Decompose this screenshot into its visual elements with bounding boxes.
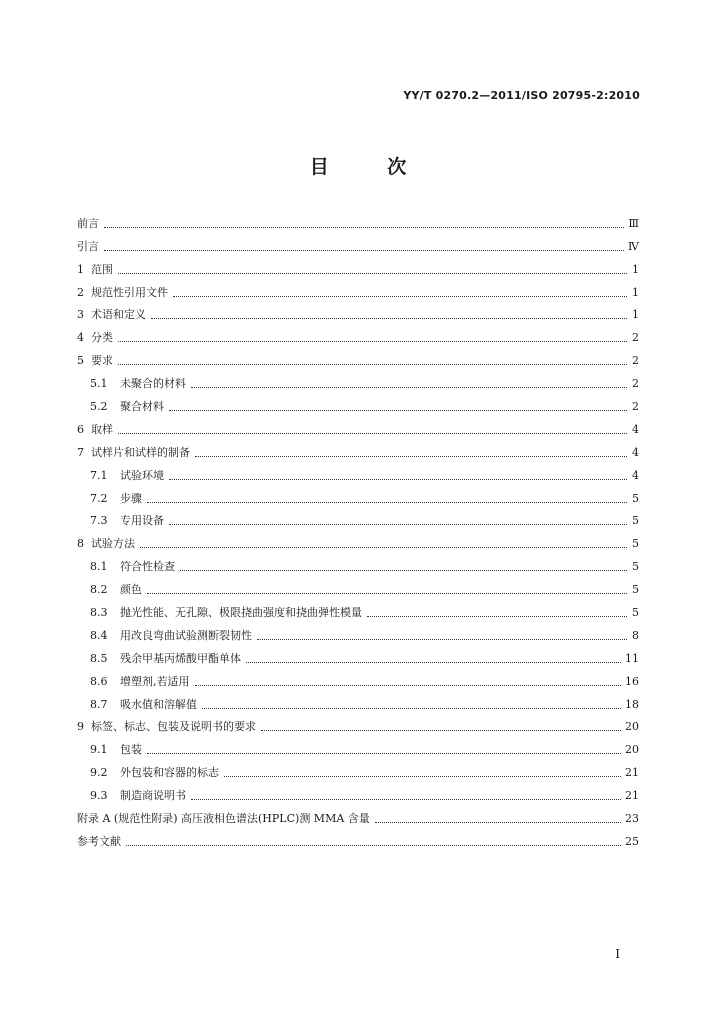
toc-entry-title: 未聚合的材料 — [120, 377, 186, 391]
toc-entry-title: 增塑剂,若适用 — [120, 674, 190, 688]
toc-entry-title: 前言 — [77, 216, 99, 230]
toc-entry[interactable] — [77, 345, 639, 368]
dot-leader — [180, 569, 627, 571]
toc-entry-page: 4 — [632, 468, 639, 482]
toc-entry-number: 9.2 — [90, 766, 108, 780]
toc-entry-title: 分类 — [91, 331, 113, 345]
toc-entry-number: 1 — [77, 262, 84, 276]
toc-entry-number: 8.6 — [90, 674, 108, 688]
toc-entry-page: 5 — [632, 560, 639, 574]
toc-entry-page: 5 — [632, 514, 639, 528]
page-title: 目 次 — [309, 156, 433, 178]
dot-leader — [118, 272, 627, 274]
dot-leader — [147, 501, 627, 503]
toc-entry-number: 8.2 — [90, 583, 108, 597]
toc-entry-page: 11 — [625, 651, 639, 665]
table-of-contents — [77, 208, 639, 849]
dot-leader — [195, 455, 627, 457]
toc-entry-title: 要求 — [91, 354, 113, 368]
toc-entry-title: 引言 — [77, 239, 99, 253]
toc-entry-page: 4 — [632, 422, 639, 436]
toc-entry[interactable] — [77, 597, 639, 620]
dot-leader — [257, 638, 627, 640]
toc-entry-title: 试验环境 — [120, 468, 164, 482]
toc-entry-number: 6 — [77, 422, 84, 436]
dot-leader — [191, 798, 621, 800]
toc-entry-number: 8.5 — [90, 651, 108, 665]
toc-entry-page: 4 — [632, 445, 639, 459]
toc-entry-page: 18 — [625, 697, 639, 711]
toc-entry[interactable] — [77, 208, 639, 231]
toc-entry[interactable] — [77, 643, 639, 666]
toc-entry[interactable] — [77, 277, 639, 300]
toc-entry[interactable] — [77, 757, 639, 780]
dot-leader — [202, 707, 621, 709]
dot-leader — [195, 684, 622, 686]
toc-entry-title: 试验方法 — [91, 537, 135, 551]
toc-entry-page: 20 — [625, 720, 639, 734]
toc-entry[interactable] — [77, 414, 639, 437]
toc-entry-page: 21 — [625, 766, 639, 780]
toc-entry-title: 符合性检查 — [120, 560, 175, 574]
toc-entry-number: 5.2 — [90, 400, 108, 414]
toc-entry[interactable] — [77, 506, 639, 529]
toc-entry-title: 取样 — [91, 422, 113, 436]
toc-entry-number: 8.4 — [90, 628, 108, 642]
toc-entry-number: 9 — [77, 720, 84, 734]
toc-entry-page: 8 — [632, 628, 639, 642]
dot-leader — [367, 615, 627, 617]
toc-entry-page: 23 — [625, 812, 639, 826]
toc-entry-number: 9.3 — [90, 789, 108, 803]
toc-entry-page: 5 — [632, 606, 639, 620]
toc-entry-number: 2 — [77, 285, 84, 299]
toc-entry[interactable] — [77, 528, 639, 551]
toc-entry-page: 2 — [632, 354, 639, 368]
standard-code: YY/T 0270.2—2011/ISO 20795-2:2010 — [403, 89, 640, 102]
toc-entry[interactable] — [77, 368, 639, 391]
toc-entry-page: 5 — [632, 537, 639, 551]
toc-entry-number: 4 — [77, 331, 84, 345]
toc-entry-title: 试样片和试样的制备 — [91, 445, 190, 459]
toc-entry-number: 7 — [77, 445, 84, 459]
toc-entry-title: 制造商说明书 — [120, 789, 186, 803]
toc-entry-page: 25 — [625, 834, 639, 848]
dot-leader — [147, 752, 621, 754]
toc-entry[interactable] — [77, 322, 639, 345]
toc-entry-number: 5.1 — [90, 377, 108, 391]
dot-leader — [104, 249, 624, 251]
toc-entry-page: 2 — [632, 400, 639, 414]
dot-leader — [191, 386, 627, 388]
toc-entry[interactable] — [77, 300, 639, 323]
toc-entry[interactable] — [77, 666, 639, 689]
toc-entry-page: 2 — [632, 331, 639, 345]
toc-entry-page: 20 — [625, 743, 639, 757]
dot-leader — [118, 340, 627, 342]
dot-leader — [375, 821, 621, 823]
toc-entry-page: 1 — [632, 308, 639, 322]
toc-entry[interactable] — [77, 231, 639, 254]
toc-entry[interactable] — [77, 574, 639, 597]
toc-entry[interactable] — [77, 712, 639, 735]
toc-entry-number: 7.1 — [90, 468, 108, 482]
toc-entry-title: 抛光性能、无孔隙、极限挠曲强度和挠曲弹性模量 — [120, 606, 362, 620]
toc-entry[interactable] — [77, 803, 639, 826]
toc-entry-page: 5 — [632, 491, 639, 505]
toc-entry[interactable] — [77, 620, 639, 643]
toc-entry-title: 残余甲基丙烯酸甲酯单体 — [120, 651, 241, 665]
toc-entry-title: 参考文献 — [77, 834, 121, 848]
toc-entry-title: 术语和定义 — [91, 308, 146, 322]
toc-entry-title: 颜色 — [120, 583, 142, 597]
toc-entry-page: Ⅳ — [628, 239, 639, 253]
toc-entry-page: 21 — [625, 789, 639, 803]
dot-leader — [118, 363, 627, 365]
toc-entry[interactable] — [77, 460, 639, 483]
dot-leader — [246, 661, 621, 663]
toc-entry-number: 8 — [77, 537, 84, 551]
dot-leader — [169, 478, 627, 480]
dot-leader — [104, 226, 624, 228]
toc-entry-page: 1 — [632, 262, 639, 276]
dot-leader — [261, 729, 621, 731]
toc-entry[interactable] — [77, 254, 639, 277]
toc-entry-title: 附录 A (规范性附录) 高压液相色谱法(HPLC)测 MMA 含量 — [77, 812, 370, 826]
toc-entry-number: 7.3 — [90, 514, 108, 528]
dot-leader — [224, 775, 621, 777]
toc-entry-number: 7.2 — [90, 491, 108, 505]
dot-leader — [126, 844, 621, 846]
toc-entry-number: 8.3 — [90, 606, 108, 620]
dot-leader — [147, 592, 627, 594]
toc-entry-title: 范围 — [91, 262, 113, 276]
toc-entry-page: 16 — [625, 674, 639, 688]
toc-entry[interactable] — [77, 689, 639, 712]
dot-leader — [151, 317, 627, 319]
toc-entry-page: Ⅲ — [628, 216, 639, 230]
toc-entry-title: 标签、标志、包装及说明书的要求 — [91, 720, 256, 734]
toc-entry-number: 9.1 — [90, 743, 108, 757]
toc-entry-title: 包装 — [120, 743, 142, 757]
toc-entry-number: 8.1 — [90, 560, 108, 574]
toc-entry[interactable] — [77, 437, 639, 460]
dot-leader — [169, 409, 627, 411]
toc-entry-title: 外包装和容器的标志 — [120, 766, 219, 780]
toc-entry-title: 吸水值和溶解值 — [120, 697, 197, 711]
toc-entry[interactable] — [77, 551, 639, 574]
toc-entry[interactable] — [77, 483, 639, 506]
dot-leader — [169, 523, 627, 525]
toc-entry[interactable] — [77, 391, 639, 414]
toc-entry-title: 规范性引用文件 — [91, 285, 168, 299]
toc-entry-number: 3 — [77, 308, 84, 322]
dot-leader — [173, 295, 627, 297]
toc-entry-title: 聚合材料 — [120, 400, 164, 414]
dot-leader — [140, 546, 627, 548]
toc-entry-number: 5 — [77, 354, 84, 368]
toc-entry[interactable] — [77, 734, 639, 757]
toc-entry-title: 步骤 — [120, 491, 142, 505]
toc-entry-page: 5 — [632, 583, 639, 597]
toc-entry-page: 2 — [632, 377, 639, 391]
toc-entry[interactable] — [77, 780, 639, 803]
toc-entry-page: 1 — [632, 285, 639, 299]
toc-entry[interactable] — [77, 826, 639, 849]
page-number: I — [615, 947, 620, 961]
dot-leader — [118, 432, 627, 434]
toc-entry-title: 用改良弯曲试验测断裂韧性 — [120, 628, 252, 642]
toc-entry-number: 8.7 — [90, 697, 108, 711]
toc-entry-title: 专用设备 — [120, 514, 164, 528]
